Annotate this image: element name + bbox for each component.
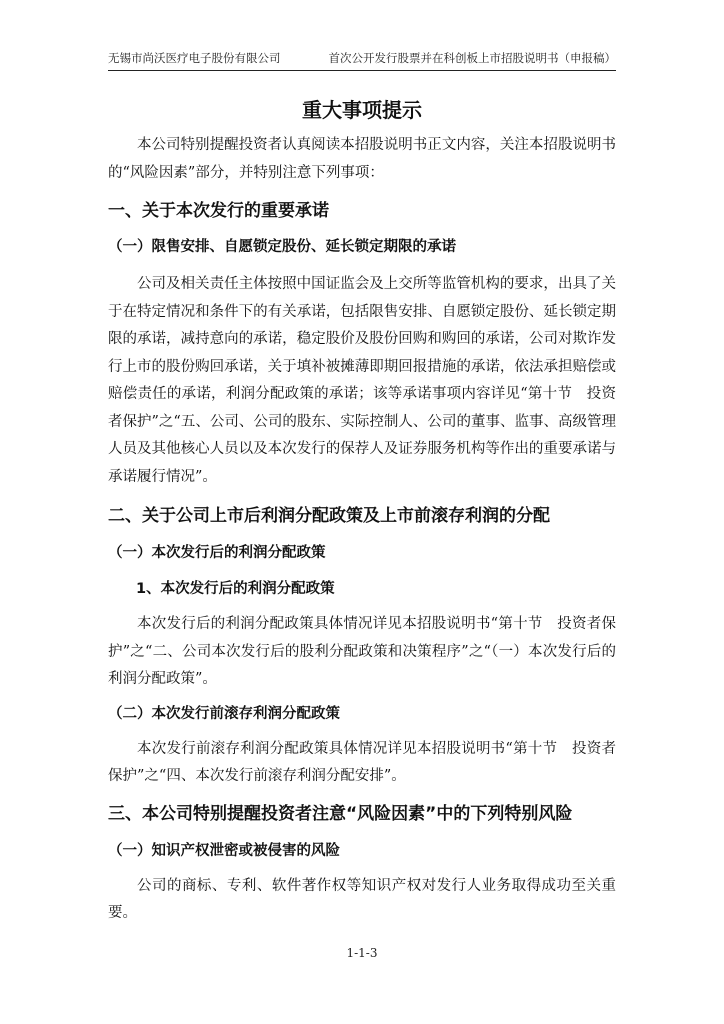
section-2-2-heading: （二）本次发行前滚存利润分配政策 — [108, 705, 340, 722]
intro-paragraph: 本公司特别提醒投资者认真阅读本招股说明书正文内容，关注本招股说明书的“风险因素”部分，并特别注意下列事项： — [108, 137, 616, 181]
section-1-1-heading: （一）限售安排、自愿锁定股份、延长锁定期限的承诺 — [108, 239, 456, 255]
section-2-1-heading: （一）本次发行后的利润分配政策 — [108, 545, 326, 561]
section-2-1-1-heading: 1、本次发行后的利润分配政策 — [136, 581, 335, 597]
header-doc-title: 首次公开发行股票并在科创板上市招股说明书（申报稿） — [328, 51, 616, 65]
page-number: 1-1-3 — [346, 946, 378, 960]
page-title: 重大事项提示 — [302, 98, 422, 122]
header-company: 无锡市尚沃医疗电子股份有限公司 — [108, 51, 281, 65]
section-3-1-heading: （一）知识产权泄密或被侵害的风险 — [108, 842, 340, 859]
section-1-heading: 一、关于本次发行的重要承诺 — [108, 201, 329, 221]
section-3-heading: 三、本公司特别提醒投资者注意“风险因素”中的下列特别风险 — [108, 803, 573, 824]
section-2-1-paragraph: 本次发行后的利润分配政策具体情况详见本招股说明书“第十节 投资者保护”之“二、公司本次发行后的股利分配政策和决策程序”之“（一）本次发行后的利润分配政策”。 — [108, 616, 616, 687]
section-1-1-paragraph: 公司及相关责任主体按照中国证监会及上交所等监管机构的要求，出具了关于在特定情况和条件下的有关承诺，包括限售安排、自愿锁定股份、延长锁定期限的承诺，减持意向的承诺，稳定股价及股份回购和购回的承诺，公司对欺诈发行上市的股份购回承诺，关于填补被摊薄即期回报措施的承诺，依法承担赔偿或赔偿责任的承诺，利润分配政策的承诺；该等承诺事项内容详见“第十节 投资者保护”之“五、公司、公司的股东、实际控制人、公司的董事、监事、高级管理人员及其他核心人员以及本次发行的保荐人及证券服务机构等作出的重要承诺与承诺履行情况”。 — [108, 276, 616, 485]
section-3-1-paragraph: 公司的商标、专利、软件著作权等知识产权对发行人业务取得成功至关重要。 — [108, 877, 616, 921]
document-body — [108, 92, 616, 928]
section-2-heading: 二、关于公司上市后利润分配政策及上市前滚存利润的分配 — [108, 506, 550, 526]
page-header — [108, 50, 616, 71]
section-2-2-paragraph: 本次发行前滚存利润分配政策具体情况详见本招股说明书“第十节 投资者保护”之“四、本次发行前滚存利润分配安排”。 — [108, 740, 616, 784]
